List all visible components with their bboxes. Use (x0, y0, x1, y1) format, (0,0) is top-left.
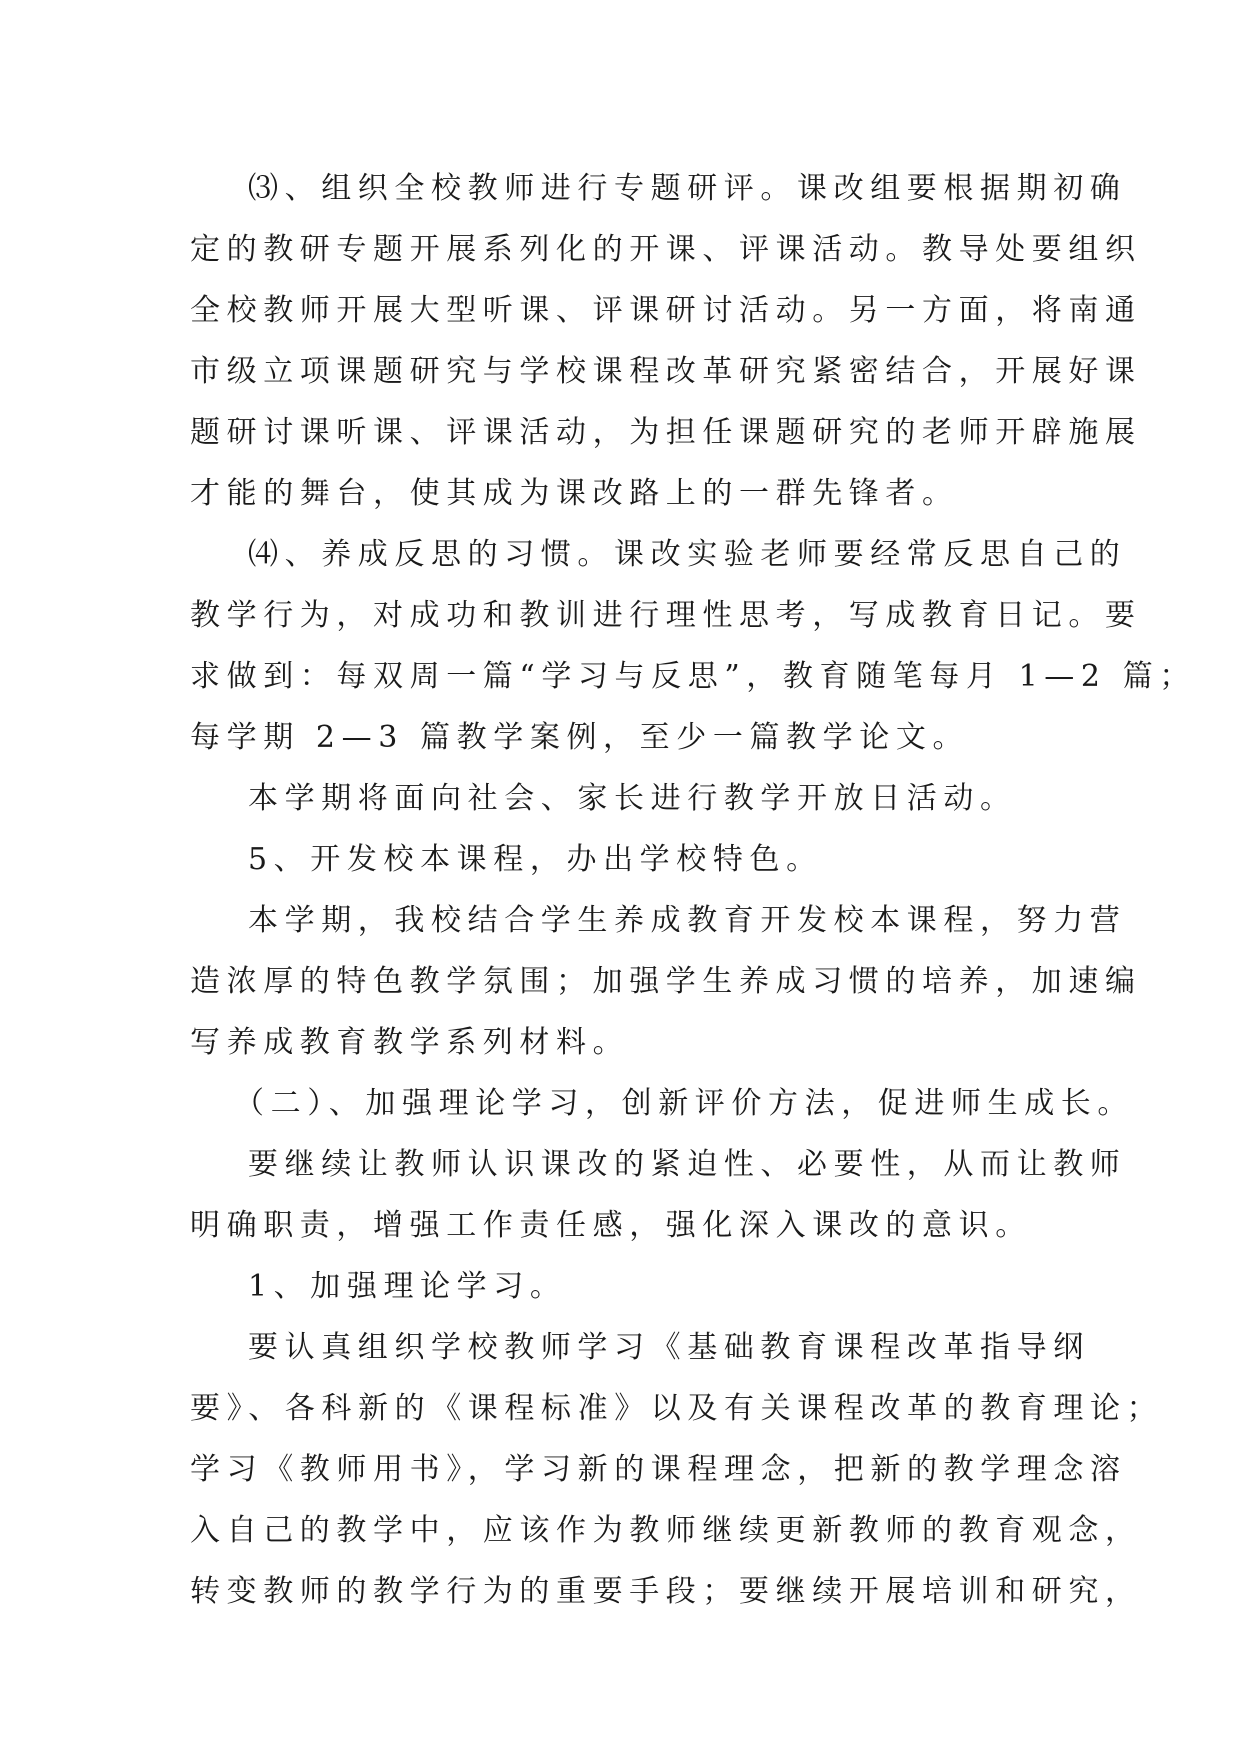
text-line: 学习《教师用书》，学习新的课程理念，把新的教学理念溶 (190, 1452, 1127, 1487)
text-line: 造浓厚的特色教学氛围；加强学生养成习惯的培养，加速编 (190, 964, 1142, 999)
paragraph (190, 829, 1070, 890)
text-line: 要认真组织学校教师学习《基础教育课程改革指导纲 (248, 1330, 1090, 1365)
text-line: 教学行为，对成功和教训进行理性思考，写成教育日记。要 (190, 598, 1142, 633)
body-text (190, 158, 1196, 1622)
text-line: 5、开发校本课程，办出学校特色。 (248, 842, 823, 877)
paragraph (190, 1256, 1070, 1317)
text-line: ⑷、养成反思的习惯。课改实验老师要经常反思自己的 (248, 537, 1127, 572)
text-line: 本学期将面向社会、家长进行教学开放日活动。 (248, 781, 1017, 816)
text-line: （二）、加强理论学习，创新评价方法，促进师生成长。 (234, 1086, 1134, 1121)
text-line: 1、加强理论学习。 (248, 1269, 567, 1304)
text-line: 写养成教育教学系列材料。 (190, 1025, 630, 1060)
paragraph (190, 158, 1142, 524)
paragraph (190, 768, 1070, 829)
text-line: 全校教师开展大型听课、评课研讨活动。另一方面，将南通 (190, 293, 1142, 328)
text-line: 才能的舞台，使其成为课改路上的一群先锋者。 (190, 476, 959, 511)
paragraph (190, 1317, 1164, 1622)
text-line: 明确职责，增强工作责任感，强化深入课改的意识。 (190, 1208, 1032, 1243)
text-line: 入自己的教学中，应该作为教师继续更新教师的教育观念， (190, 1513, 1142, 1548)
paragraph (190, 890, 1142, 1073)
text-line: 市级立项课题研究与学校课程改革研究紧密结合，开展好课 (190, 354, 1142, 389)
text-line: 本学期，我校结合学生养成教育开发校本课程，努力营 (248, 903, 1127, 938)
paragraph (190, 1073, 1134, 1134)
text-line: 每学期 2—3 篇教学案例，至少一篇教学论文。 (190, 720, 970, 755)
text-line: 求做到：每双周一篇“学习与反思”，教育随笔每月 1—2 篇； (190, 659, 1196, 694)
paragraph (190, 1134, 1127, 1256)
paragraph (190, 524, 1196, 768)
text-line: 转变教师的教学行为的重要手段；要继续开展培训和研究， (190, 1574, 1142, 1609)
text-line: 定的教研专题开展系列化的开课、评课活动。教导处要组织 (190, 232, 1142, 267)
text-line: ⑶、组织全校教师进行专题研评。课改组要根据期初确 (248, 171, 1127, 206)
text-line: 题研讨课听课、评课活动，为担任课题研究的老师开辟施展 (190, 415, 1142, 450)
text-line: 要》、各科新的《课程标准》以及有关课程改革的教育理论； (190, 1391, 1164, 1426)
text-line: 要继续让教师认识课改的紧迫性、必要性，从而让教师 (248, 1147, 1127, 1182)
